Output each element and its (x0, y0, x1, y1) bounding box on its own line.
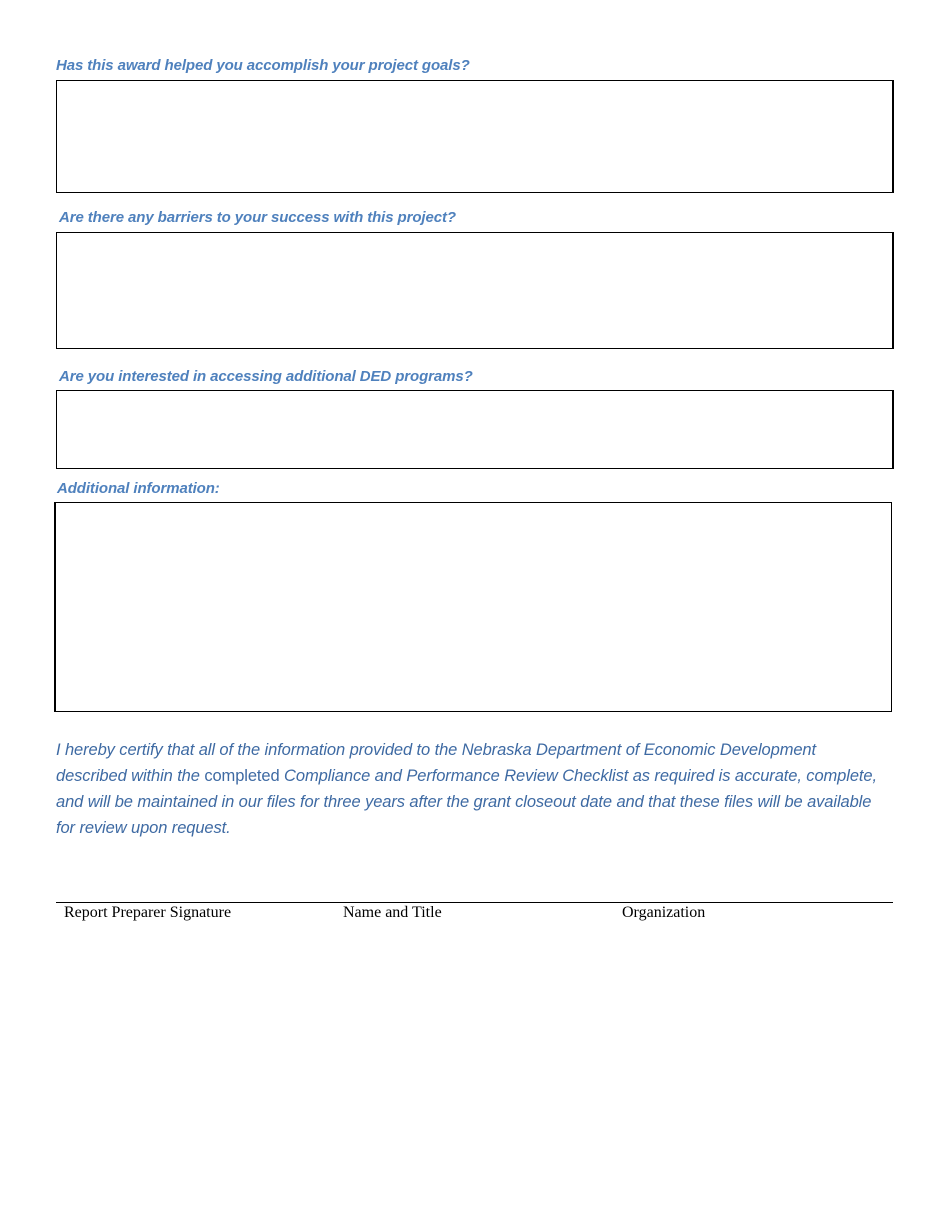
certification-text-part1: I hereby certify that all of the information provided to the Nebraska Department of Economic Development described within the (56, 741, 816, 785)
project-goals-answer-box[interactable] (56, 80, 894, 193)
question-label-project-goals: Has this award helped you accomplish your project goals? (56, 57, 470, 74)
barriers-answer-box[interactable] (56, 232, 894, 349)
question-label-additional-info: Additional information: (57, 480, 220, 497)
question-label-ded-programs: Are you interested in accessing additional DED programs? (59, 368, 473, 385)
ded-programs-answer-box[interactable] (56, 390, 894, 469)
report-preparer-signature-label: Report Preparer Signature (64, 904, 232, 921)
certification-text-part3: Compliance and Performance Review Checklist as required is accurate, complete, and will be maintained in our files for three years after the grant closeout date and that these files will be available for review upon request. (56, 767, 877, 837)
certification-text-part2: completed (204, 767, 280, 785)
name-and-title-label: Name and Title (343, 904, 442, 921)
question-label-barriers: Are there any barriers to your success with this project? (59, 209, 456, 226)
certification-statement (56, 737, 886, 841)
additional-info-answer-box[interactable] (54, 502, 892, 712)
organization-label: Organization (622, 904, 706, 921)
